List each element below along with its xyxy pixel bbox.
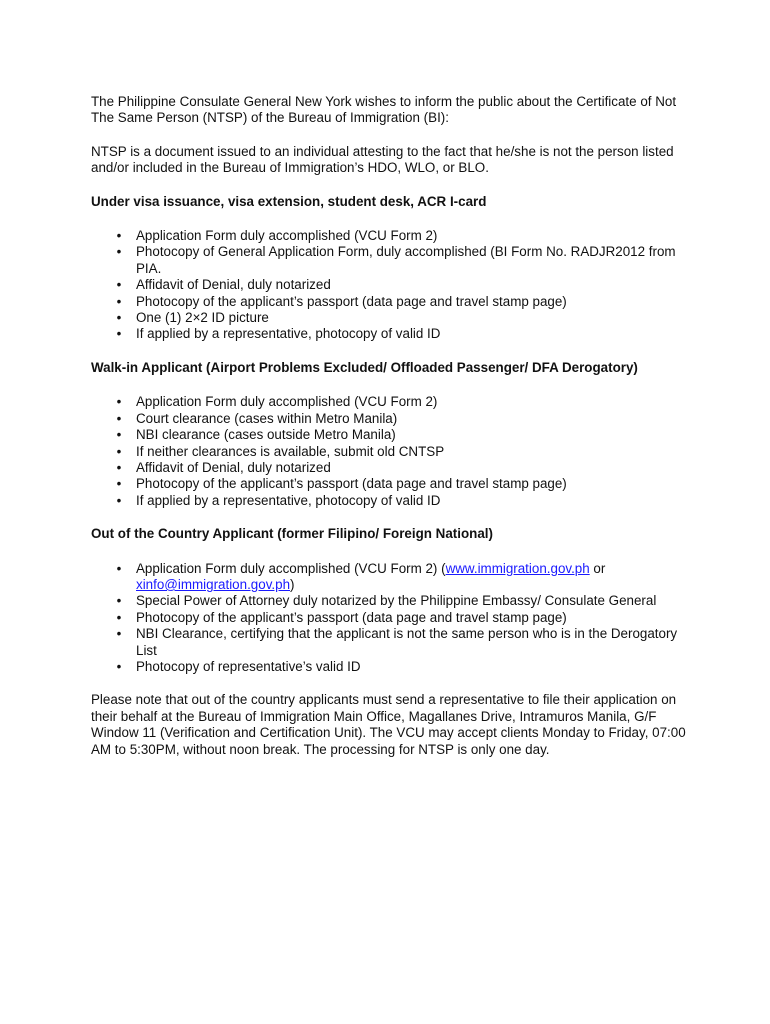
list-item: • Court clearance (cases within Metro Manila) bbox=[136, 411, 691, 427]
list-item: • NBI Clearance, certifying that the applicant is not the same person who is in the Derogatory List bbox=[136, 626, 691, 659]
bullet-icon: • bbox=[116, 277, 122, 293]
list-item: • Photocopy of the applicant’s passport (data page and travel stamp page) bbox=[136, 476, 691, 492]
list-item: • Affidavit of Denial, duly notarized bbox=[136, 277, 691, 293]
bullet-icon: • bbox=[116, 593, 122, 609]
list-item: • Application Form duly accomplished (VCU Form 2) bbox=[136, 394, 691, 410]
bullet-icon: • bbox=[116, 228, 122, 244]
bullet-icon: • bbox=[116, 410, 122, 426]
section-heading-out-of-country: Out of the Country Applicant (former Filipino/ Foreign National) bbox=[91, 526, 493, 542]
list-item: • Photocopy of representative’s valid ID bbox=[136, 659, 691, 675]
bullet-icon: • bbox=[116, 560, 122, 576]
section-heading-walk-in: Walk-in Applicant (Airport Problems Excluded/ Offloaded Passenger/ DFA Derogatory) bbox=[91, 359, 638, 375]
bullet-icon: • bbox=[116, 658, 122, 674]
list-item: • Application Form duly accomplished (VCU Form 2) (www.immigration.gov.ph or xinfo@immigration.gov.ph) bbox=[136, 561, 691, 594]
requirements-list-visa bbox=[91, 228, 691, 343]
document-page bbox=[91, 94, 691, 775]
list-item: • Photocopy of the applicant’s passport (data page and travel stamp page) bbox=[136, 294, 691, 310]
ntsp-definition-paragraph: NTSP is a document issued to an individual attesting to the fact that he/she is not the person listed and/or included in the Bureau of Immigration’s HDO, WLO, or BLO. bbox=[91, 143, 674, 176]
list-item: • If applied by a representative, photocopy of valid ID bbox=[136, 493, 691, 509]
list-item: • If neither clearances is available, submit old CNTSP bbox=[136, 444, 691, 460]
bullet-icon: • bbox=[116, 609, 122, 625]
bullet-icon: • bbox=[116, 492, 122, 508]
bullet-icon: • bbox=[116, 293, 122, 309]
immigration-website-link[interactable]: www.immigration.gov.ph bbox=[445, 560, 590, 576]
list-item: • Photocopy of General Application Form, duly accomplished (BI Form No. RADJR2012 from PIA. bbox=[136, 244, 691, 277]
list-item: • Affidavit of Denial, duly notarized bbox=[136, 460, 691, 476]
list-item: • Application Form duly accomplished (VCU Form 2) bbox=[136, 228, 691, 244]
closing-paragraph: Please note that out of the country applicants must send a representative to file their application on their behalf at the Bureau of Immigration Main Office, Magallanes Drive, Intramuros Manila, G/F Window 11 (Verification and Certification Unit). The VCU may accept clients Monday to Friday, 07:00 AM to 5:30PM, without noon break. The processing for NTSP is only one day. bbox=[91, 692, 686, 757]
bullet-icon: • bbox=[116, 394, 122, 410]
immigration-email-link[interactable]: xinfo@immigration.gov.ph bbox=[136, 576, 291, 592]
bullet-icon: • bbox=[116, 310, 122, 326]
bullet-icon: • bbox=[116, 443, 122, 459]
requirements-list-walk-in bbox=[91, 394, 691, 509]
bullet-icon: • bbox=[116, 476, 122, 492]
bullet-icon: • bbox=[116, 244, 122, 260]
requirements-list-out-of-country bbox=[91, 561, 691, 676]
list-item: • Photocopy of the applicant’s passport (data page and travel stamp page) bbox=[136, 610, 691, 626]
bullet-icon: • bbox=[116, 459, 122, 475]
intro-paragraph: The Philippine Consulate General New York wishes to inform the public about the Certificate of Not The Same Person (NTSP) of the Bureau of Immigration (BI): bbox=[91, 94, 677, 126]
list-item: • Special Power of Attorney duly notarized by the Philippine Embassy/ Consulate General bbox=[136, 593, 691, 609]
section-heading-visa: Under visa issuance, visa extension, student desk, ACR I-card bbox=[91, 193, 487, 209]
bullet-icon: • bbox=[116, 626, 122, 642]
bullet-icon: • bbox=[116, 427, 122, 443]
bullet-icon: • bbox=[116, 326, 122, 342]
list-item: • NBI clearance (cases outside Metro Manila) bbox=[136, 427, 691, 443]
list-item: • If applied by a representative, photocopy of valid ID bbox=[136, 326, 691, 342]
list-item: • One (1) 2×2 ID picture bbox=[136, 310, 691, 326]
